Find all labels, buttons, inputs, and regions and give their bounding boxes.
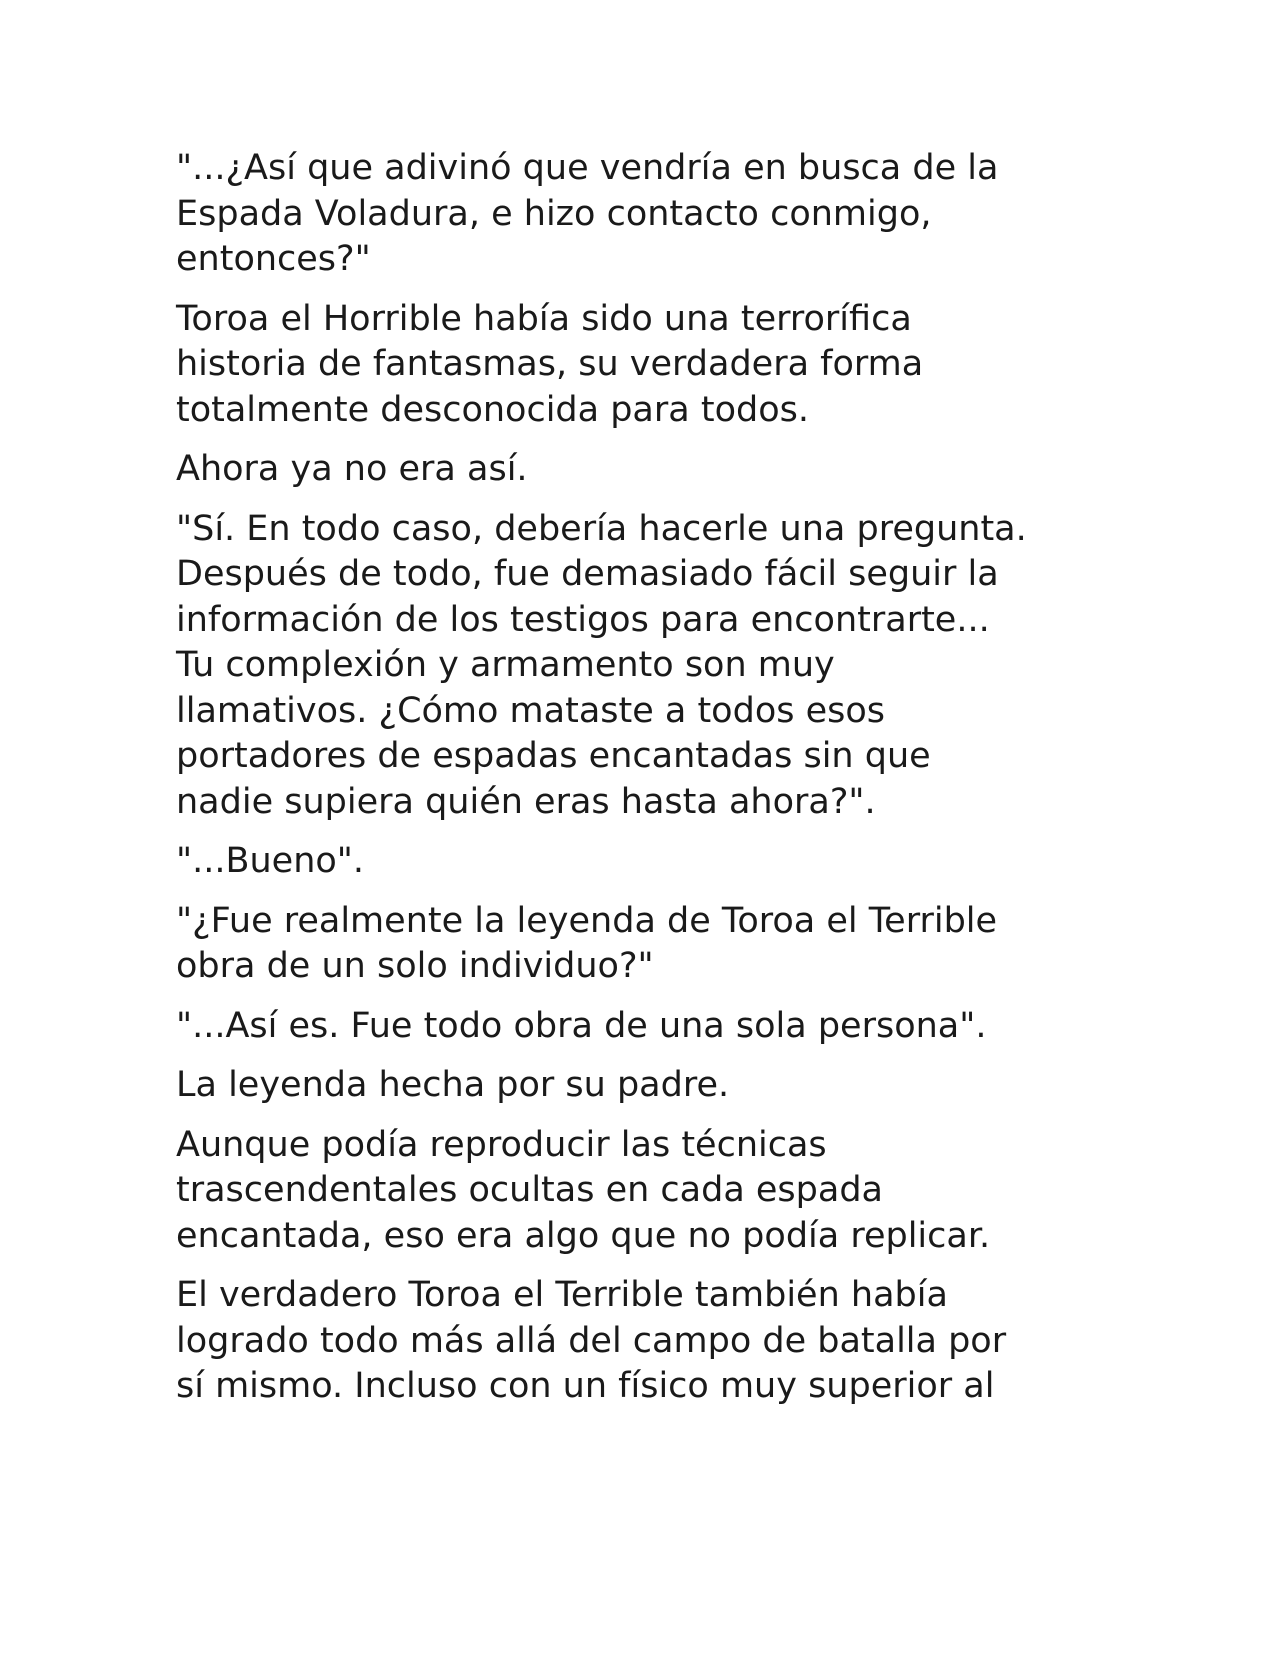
text-line: obra de un solo individuo?" [176, 946, 654, 986]
text-line: "Sí. En todo caso, debería hacerle una pregunta. [176, 508, 1027, 549]
text-line: Ahora ya no era así. [176, 449, 528, 489]
text-line: trascendentales ocultas en cada espada [176, 1170, 883, 1210]
text-line: Después de todo, fue demasiado fácil seguir la [176, 554, 999, 594]
text-line: historia de fantasmas, su verdadera forma [176, 344, 924, 384]
paragraph [176, 1063, 1116, 1109]
text-line: encantada, eso era algo que no podía replicar. [176, 1215, 991, 1256]
paragraph [176, 507, 1116, 826]
text-line: totalmente desconocida para todos. [176, 389, 809, 430]
paragraph [176, 146, 1116, 283]
text-line: entonces?" [176, 239, 371, 279]
document-page [176, 146, 1116, 1424]
paragraph [176, 899, 1116, 990]
paragraph [176, 1004, 1116, 1050]
paragraph [176, 1123, 1116, 1260]
text-line: sí mismo. Incluso con un físico muy superior al [176, 1366, 995, 1406]
text-line: llamativos. ¿Cómo mataste a todos esos [176, 690, 886, 731]
text-line: logrado todo más allá del campo de batalla por [176, 1320, 1007, 1361]
paragraph [176, 1273, 1116, 1410]
text-line: El verdadero Toroa el Terrible también había [176, 1275, 948, 1315]
text-line: nadie supiera quién eras hasta ahora?". [176, 781, 876, 822]
text-line: "...Así es. Fue todo obra de una sola persona". [176, 1005, 987, 1046]
text-line: "¿Fue realmente la leyenda de Toroa el Terrible [176, 900, 998, 941]
paragraph [176, 297, 1116, 434]
text-line: Aunque podía reproducir las técnicas [176, 1124, 827, 1165]
paragraph [176, 447, 1116, 493]
paragraph [176, 839, 1116, 885]
text-line: portadores de espadas encantadas sin que [176, 736, 931, 776]
text-line: "...Bueno". [176, 841, 365, 881]
text-line: "...¿Así que adivinó que vendría en busca de la [176, 148, 999, 188]
text-line: Toroa el Horrible había sido una terrorífica [176, 298, 912, 339]
text-line: Espada Voladura, e hizo contacto conmigo, [176, 193, 932, 234]
text-line: La leyenda hecha por su padre. [176, 1065, 730, 1105]
text-line: Tu complexión y armamento son muy [176, 645, 835, 685]
text-line: información de los testigos para encontrarte... [176, 599, 990, 640]
